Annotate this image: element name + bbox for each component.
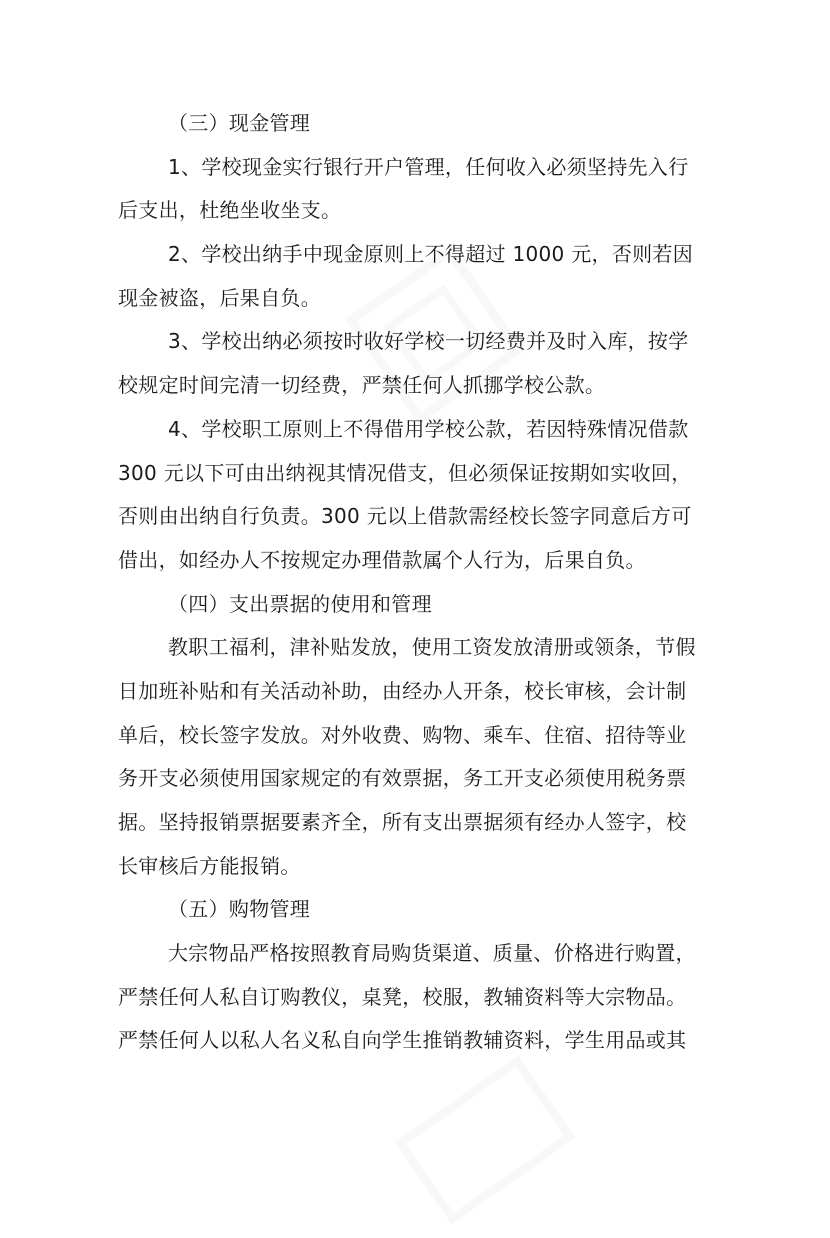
- paragraph-line: 1、学校现金实行银行开户管理，任何收入必须坚持先入行: [168, 154, 689, 179]
- paragraph-line: 严禁任何人以私人名义私自向学生推销教辅资料，学生用品或其: [118, 1028, 687, 1053]
- paragraph-line: 教职工福利，津补贴发放，使用工资发放清册或领条，节假: [168, 635, 696, 660]
- paragraph-line: 日加班补贴和有关活动补助，由经办人开条，校长审核，会计制: [118, 678, 687, 703]
- paragraph-line: 单后，校长签字发放。对外收费、购物、乘车、住宿、招待等业: [118, 722, 687, 747]
- section-heading-purchasing: （五）购物管理: [168, 897, 311, 922]
- watermark-logo-icon: [381, 1042, 589, 1238]
- paragraph-line: 现金被盗，后果自负。: [118, 285, 321, 310]
- paragraph-line: 3、学校出纳必须按时收好学校一切经费并及时入库，按学: [168, 329, 689, 354]
- paragraph-line: 后支出，杜绝坐收坐支。: [118, 198, 342, 223]
- paragraph-line: 校规定时间完清一切经费，严禁任何人抓挪学校公款。: [118, 373, 606, 398]
- section-heading-receipts: （四）支出票据的使用和管理: [168, 591, 432, 616]
- paragraph-line: 2、学校出纳手中现金原则上不得超过 1000 元，否则若因: [168, 242, 694, 267]
- paragraph-line: 务开支必须使用国家规定的有效票据，务工开支必须使用税务票: [118, 766, 687, 791]
- paragraph-line: 借出，如经办人不按规定办理借款属个人行为，后果自负。: [118, 547, 646, 572]
- document-body: [118, 102, 718, 1063]
- paragraph-line: 长审核后方能报销。: [118, 853, 301, 878]
- section-heading-cash: （三）现金管理: [168, 111, 311, 135]
- paragraph-line: 否则由出纳自行负责。300 元以上借款需经校长签字同意后方可: [118, 504, 692, 529]
- paragraph-line: 严禁任何人私自订购教仪，桌凳，校服，教辅资料等大宗物品。: [118, 984, 687, 1009]
- paragraph-line: 大宗物品严格按照教育局购货渠道、质量、价格进行购置，: [168, 941, 696, 966]
- paragraph-line: 4、学校职工原则上不得借用学校公款，若因特殊情况借款: [168, 416, 689, 441]
- paragraph-line: 300 元以下可由出纳视其情况借支，但必须保证按期如实收回，: [118, 460, 692, 485]
- paragraph-line: 据。坚持报销票据要素齐全，所有支出票据须有经办人签字，校: [118, 810, 687, 834]
